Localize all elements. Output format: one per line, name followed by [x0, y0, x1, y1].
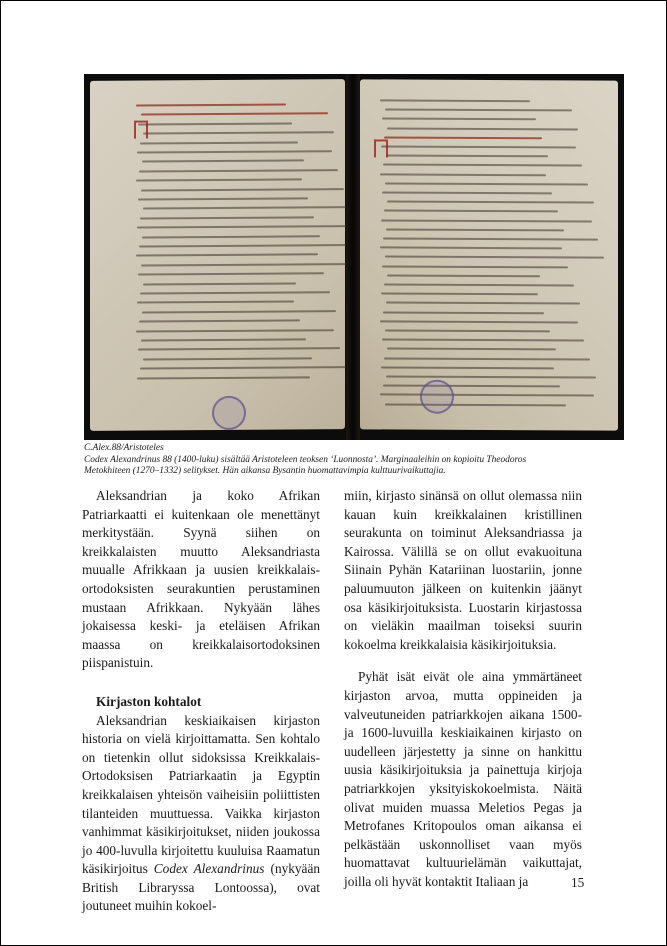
- handwriting-line: [382, 191, 552, 194]
- caption-line-3: Metokhiteen (1270–1332) selitykset. Hän aikansa Bysantin huomattavimpia kulttuurivaikuttajia.: [84, 466, 446, 477]
- handwriting-line: [140, 366, 346, 369]
- handwriting-line: [137, 150, 332, 153]
- handwriting-line: [384, 357, 590, 360]
- handwriting-line: [385, 182, 588, 185]
- handwriting-line: [380, 394, 594, 397]
- handwriting-line: [380, 320, 578, 323]
- handwriting-line: [387, 201, 594, 204]
- handwriting-line: [385, 109, 572, 112]
- handwriting-line: [383, 164, 582, 167]
- handwriting-line: [383, 385, 560, 388]
- handwriting-line: [141, 338, 306, 341]
- handwriting-line: [384, 136, 542, 139]
- caption-line-2: Codex Alexandrinus 88 (1400-luku) sisältää Aristoteleen teoksen ‘Luonnosta’. Marginaaleihin on kopioitu Theodoros: [84, 454, 527, 465]
- caption-line-1: C.Alex.88/Aristoteles: [84, 443, 164, 453]
- handwriting-line: [384, 210, 558, 213]
- right-column: [344, 487, 585, 891]
- handwriting-line: [138, 197, 308, 200]
- handwriting-line: [139, 169, 338, 172]
- library-stamp: [212, 396, 246, 430]
- handwriting-line: [139, 244, 354, 248]
- left-column: [82, 487, 320, 916]
- handwriting-line: [143, 131, 334, 134]
- handwriting-line: [380, 99, 530, 102]
- handwriting-line: [143, 357, 312, 360]
- paragraph-3: miin, kirjasto sinänsä on ollut olemassa niin kauan kuin kreikkalainen kristillinen seurakunta on toiminut Aleksandriassa ja Kairossa. Välillä se on ollut evakuoituna Siinain Pyhän Katariinan luostariin, jonne paluumuuton jälkeen on kuitenkin jäänyt osa käsikirjoituksista. Luostarin kirjastossa on vieläkin maailman toiseksi suurin kokoelma kreikkalaisia käsikirjoituksia.: [344, 488, 582, 652]
- book-gutter: [346, 74, 360, 440]
- handwriting-line: [381, 366, 554, 369]
- manuscript-photo: [84, 74, 624, 440]
- handwriting-line: [380, 173, 546, 176]
- handwriting-line: [138, 272, 324, 275]
- section-heading: Kirjaston kohtalot: [96, 693, 202, 709]
- handwriting-line: [384, 283, 574, 286]
- handwriting-line: [141, 188, 344, 191]
- red-initial: [134, 120, 148, 138]
- handwriting-line: [137, 376, 310, 379]
- handwriting-line: [137, 225, 348, 228]
- handwriting-line: [382, 339, 584, 342]
- red-initial: [374, 139, 388, 157]
- handwriting-line: [381, 219, 592, 222]
- library-stamp: [420, 380, 454, 414]
- handwriting-line: [381, 145, 576, 148]
- handwriting-line: [141, 263, 360, 267]
- manuscript-left-page: [90, 79, 345, 431]
- handwriting-line: [142, 310, 336, 313]
- figure-caption: [84, 443, 624, 478]
- paragraph-2: [82, 712, 320, 917]
- handwriting-line: [386, 228, 564, 231]
- paragraph-1: Aleksandrian ja koko Afrikan Patriarkaatti ei kuitenkaan ole menettänyt merkitystään. Syynä siihen on kreikkalaisten muutto Aleksandriasta muualle Afrikkaan ja uusien kreikkalais-ortodoksisten seurakuntien perustaminen mustaan Afrikkaan. Nykyään lähes jokaisessa keski- ja eteläisen Afrikan maassa on kreikkalaisortodoksinen piispanistuin.: [82, 488, 320, 671]
- handwriting-line: [140, 141, 298, 144]
- handwriting-line: [143, 282, 296, 285]
- handwriting-line: [385, 256, 604, 259]
- handwriting-line: [140, 291, 330, 294]
- paragraph-2-start: Aleksandrian keskiaikaisen kirjaston historia on vielä kirjoittamatta. Sen kohtalo on tietenkin ollut sidoksissa Kreikkalais-Ortodoksisen Patriarkaatin ja Egyptin kreikkalaisen yhteisön vaiheisiin poliittisten tilanteiden muuttuessa. Vaikka kirjaston vanhimmat käsikirjoitukset, niiden joukossa jo 400-luvulla kirjoitettu kuuluisa Raamatun käsikirjoitus: [82, 712, 320, 877]
- handwriting-line: [380, 247, 562, 250]
- handwriting-line: [382, 118, 536, 121]
- handwriting-line: [143, 206, 350, 209]
- codex-title: Codex Alexandrinus: [153, 861, 265, 877]
- handwriting-line: [386, 155, 548, 158]
- handwriting-line: [382, 265, 568, 268]
- page-number: 15: [571, 875, 585, 890]
- handwriting-line: [381, 293, 538, 296]
- handwriting-line: [138, 122, 292, 125]
- handwriting-line: [136, 104, 286, 107]
- handwriting-line: [141, 113, 328, 116]
- handwriting-line: [387, 127, 578, 130]
- handwriting-line: [142, 160, 304, 163]
- manuscript-right-page: [360, 79, 618, 430]
- handwriting-line: [136, 254, 318, 257]
- handwriting-line: [383, 311, 544, 314]
- handwriting-line: [136, 179, 302, 182]
- handwriting-line: [137, 301, 294, 304]
- handwriting-line: [140, 216, 314, 219]
- handwriting-line: [136, 329, 334, 332]
- handwriting-line: [387, 274, 540, 277]
- handwriting-line: [139, 320, 300, 323]
- handwriting-line: [386, 375, 596, 378]
- paragraph-4: Pyhät isät eivät ole aina ymmärtäneet kirjaston arvoa, mutta oppineiden ja valveutuneiden patriarkkojen aikana 1500- ja 1600-luvuilla keskiaikainen kirjasto on uudelleen järjestetty ja sinne on hankittu uusia käsikirjoituksia ja painettuja kirjoja patriarkkojen yksityiskokoelmista. Näitä olivat muiden muassa Meletios Pegas ja Metrofanes Kritopoulos oman aikansa ei pelkästään uskonnolliset vaan myös huomattavat kultuurielämän vaikuttajat, joilla oli hyvät kontaktit Italiaan ja: [344, 669, 582, 889]
- handwriting-line: [383, 237, 598, 240]
- handwriting-line: [142, 235, 320, 238]
- handwriting-line: [385, 403, 566, 406]
- handwriting-line: [138, 348, 340, 351]
- handwriting-line: [385, 329, 550, 332]
- handwriting-line: [386, 302, 580, 305]
- handwriting-line: [387, 348, 556, 351]
- paragraph-2-end: (nykyään British Libraryssa Lontoossa), ovat joutuneet muihin kokoel-: [82, 861, 320, 914]
